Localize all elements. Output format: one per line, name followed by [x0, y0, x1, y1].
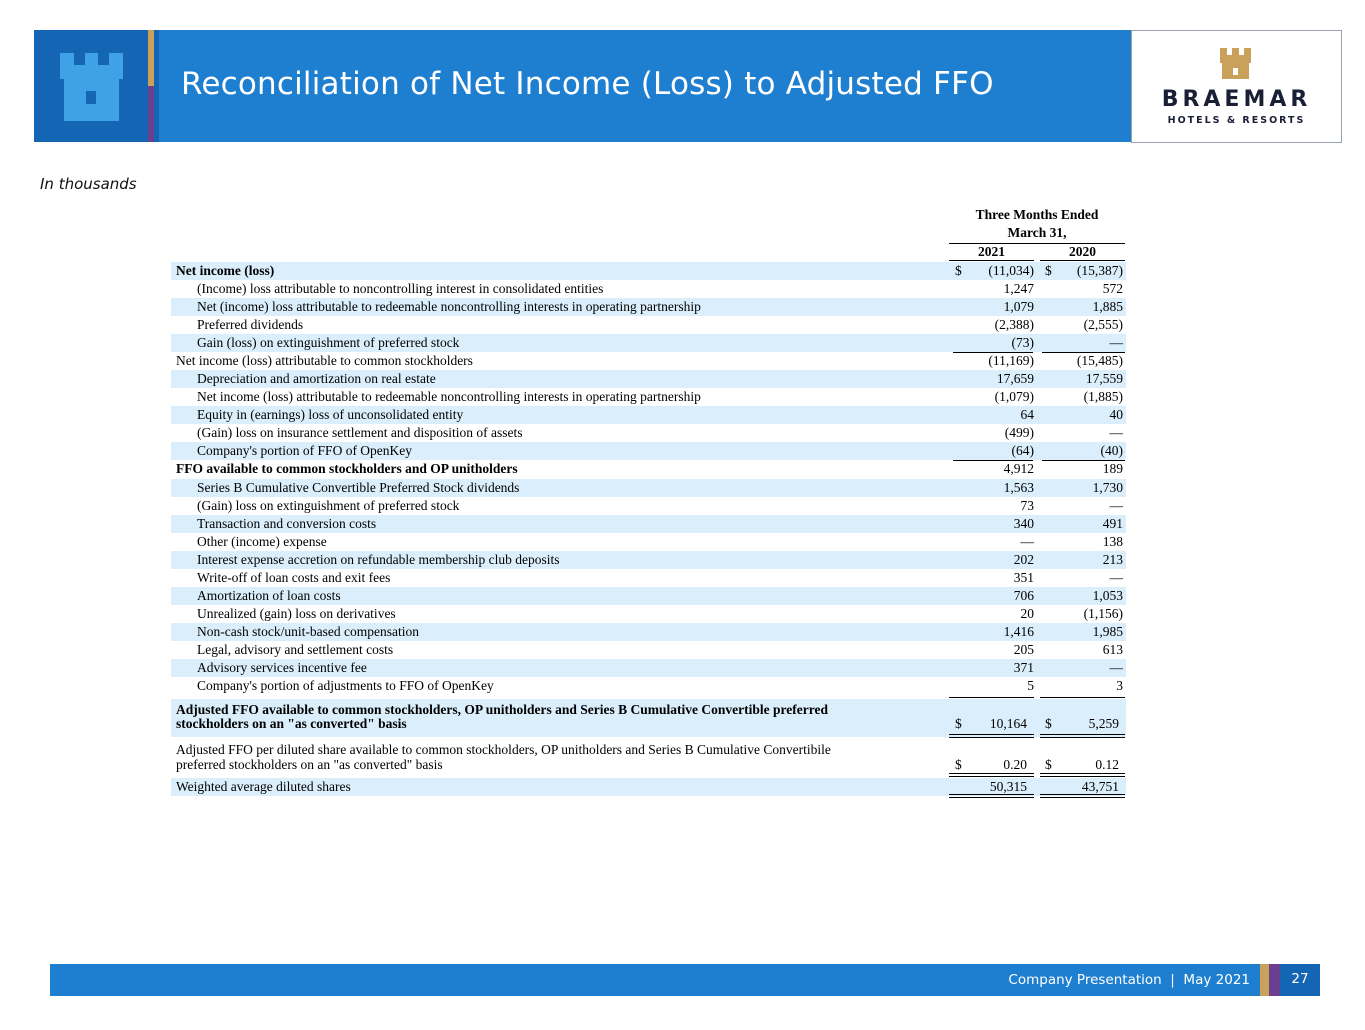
value-2020: 1,885	[1092, 299, 1123, 314]
table-row	[171, 460, 1126, 478]
value-2020: (1,885)	[1083, 389, 1123, 404]
double-rule-2021-a	[949, 734, 1034, 735]
per-share-double-2021-b	[949, 776, 1034, 777]
value-2021: 706	[1013, 588, 1034, 603]
footer-gold-stripe	[1260, 964, 1269, 996]
table-row	[171, 334, 1126, 352]
value-2021: 5	[1027, 678, 1034, 693]
value-2021: 205	[1013, 642, 1034, 657]
weighted-2020: 43,751	[1081, 779, 1119, 794]
value-2020: 213	[1102, 552, 1123, 567]
table-row	[171, 515, 1126, 533]
double-rule-2020-b	[1040, 737, 1125, 738]
dollar-sign: $	[955, 263, 962, 278]
value-2021: 1,247	[1003, 281, 1034, 296]
table-row	[171, 605, 1126, 623]
value-2021: 1,079	[1003, 299, 1034, 314]
table-row	[171, 280, 1126, 298]
table-row	[171, 623, 1126, 641]
row-label: Series B Cumulative Convertible Preferred Stock dividends	[197, 480, 520, 495]
table-row	[171, 424, 1126, 442]
value-2021: (64)	[1011, 443, 1034, 458]
logo-name: BRAEMAR	[1161, 87, 1312, 112]
table-row	[171, 262, 1126, 280]
value-2021: 1,416	[1003, 624, 1034, 639]
row-label: FFO available to common stockholders and OP unitholders	[176, 461, 518, 476]
value-2021: 351	[1013, 570, 1034, 585]
weighted-double-2021-a	[949, 794, 1034, 795]
value-2021: 1,563	[1003, 480, 1034, 495]
value-2021: 371	[1013, 660, 1034, 675]
header-logo-panel	[34, 30, 148, 142]
page-number: 27	[1291, 971, 1309, 987]
value-2021: 202	[1013, 552, 1034, 567]
row-label: Advisory services incentive fee	[197, 660, 367, 675]
row-label: Other (income) expense	[197, 534, 327, 549]
value-2021: 20	[1020, 606, 1034, 621]
footer-text: Company Presentation | May 2021	[1008, 972, 1250, 988]
dollar-sign: $	[955, 716, 962, 731]
period-header-line2: March 31,	[1007, 225, 1067, 240]
double-rule-2021-b	[949, 737, 1034, 738]
double-rule-2020-a	[1040, 734, 1125, 735]
braemar-logo	[1131, 30, 1342, 143]
row-label: Equity in (earnings) loss of unconsolidated entity	[197, 407, 464, 422]
table-row	[171, 479, 1126, 497]
value-2021: 64	[1020, 407, 1034, 422]
row-label: Amortization of loan costs	[197, 588, 341, 603]
per-share-2021: 0.20	[1003, 757, 1027, 772]
value-2020: 138	[1102, 534, 1123, 549]
value-2021: (73)	[1011, 335, 1034, 350]
adjusted-ffo-label-line2: stockholders on an "as converted" basis	[176, 716, 407, 731]
table-row	[171, 298, 1126, 316]
adjusted-ffo-label-line1: Adjusted FFO available to common stockholders, OP unitholders and Series B Cumulative Convertible preferred	[176, 702, 828, 717]
castle-icon	[34, 30, 148, 142]
row-label: Depreciation and amortization on real estate	[197, 371, 436, 386]
row-label: Write-off of loan costs and exit fees	[197, 570, 391, 585]
adjusted-rule-2020	[1040, 697, 1125, 698]
table-row	[171, 370, 1126, 388]
value-2020: 1,985	[1092, 624, 1123, 639]
value-2020: 40	[1109, 407, 1123, 422]
row-label: Net income (loss)	[176, 263, 275, 278]
row-label: (Income) loss attributable to noncontrolling interest in consolidated entities	[197, 281, 604, 296]
weighted-double-2020-b	[1040, 797, 1125, 798]
value-2021: (11,169)	[988, 353, 1034, 368]
value-2020: (15,485)	[1076, 353, 1123, 368]
table-row	[171, 533, 1126, 551]
value-2020: 491	[1102, 516, 1123, 531]
weighted-2021: 50,315	[989, 779, 1027, 794]
value-2020: —	[1109, 498, 1123, 513]
value-2020: 572	[1102, 281, 1123, 296]
dollar-sign: $	[1045, 263, 1052, 278]
castle-logo-icon	[1218, 47, 1254, 79]
table-row	[171, 497, 1126, 515]
table-row	[171, 442, 1126, 460]
row-label: Interest expense accretion on refundable membership club deposits	[197, 552, 560, 567]
table-row	[171, 316, 1126, 334]
footer-purple-stripe	[1269, 964, 1280, 996]
row-label: Net (income) loss attributable to redeemable noncontrolling interests in operating partnership	[197, 299, 701, 314]
row-label: Preferred dividends	[197, 317, 304, 332]
value-2021: (11,034)	[988, 263, 1034, 278]
row-label: Gain (loss) on extinguishment of preferred stock	[197, 335, 460, 350]
value-2020: (40)	[1100, 443, 1123, 458]
period-header-line1: Three Months Ended	[975, 207, 1099, 222]
value-2020: —	[1109, 570, 1123, 585]
table-row	[171, 677, 1126, 695]
value-2021: 340	[1013, 516, 1034, 531]
units-note: In thousands	[40, 175, 137, 193]
per-share-double-2020-a	[1040, 773, 1125, 774]
row-label: Non-cash stock/unit-based compensation	[197, 624, 419, 639]
table-row	[171, 388, 1126, 406]
value-2021: 17,659	[996, 371, 1034, 386]
value-2021: 4,912	[1003, 461, 1034, 476]
dollar-sign: $	[1045, 757, 1052, 772]
adjusted-ffo-row	[171, 699, 1126, 737]
dollar-sign: $	[955, 757, 962, 772]
row-label: Net income (loss) attributable to redeemable noncontrolling interests in operating partnership	[197, 389, 701, 404]
value-2020: —	[1109, 425, 1123, 440]
value-2020: 1,730	[1092, 480, 1123, 495]
adjusted-ffo-2020: 5,259	[1088, 716, 1119, 731]
per-share-label-line1: Adjusted FFO per diluted share available to common stockholders, OP unitholders and Series B Cumulative Convertibile	[176, 742, 831, 757]
per-share-double-2020-b	[1040, 776, 1125, 777]
column-header-2021: 2021	[978, 244, 1005, 259]
table-row	[171, 406, 1126, 424]
value-2020: (15,387)	[1076, 263, 1123, 278]
col-rule-2020	[1040, 260, 1125, 261]
value-2020: (1,156)	[1083, 606, 1123, 621]
row-label: (Gain) loss on insurance settlement and disposition of assets	[197, 425, 523, 440]
row-label: (Gain) loss on extinguishment of preferred stock	[197, 498, 460, 513]
value-2021: (1,079)	[994, 389, 1034, 404]
adjusted-ffo-2021: 10,164	[989, 716, 1027, 731]
table-row	[171, 659, 1126, 677]
row-label: Company's portion of adjustments to FFO of OpenKey	[197, 678, 494, 693]
value-2021: (499)	[1004, 425, 1034, 440]
row-label: Legal, advisory and settlement costs	[197, 642, 394, 657]
value-2020: —	[1109, 335, 1123, 350]
per-share-row	[171, 740, 1126, 776]
table-row	[171, 569, 1126, 587]
per-share-2020: 0.12	[1095, 757, 1119, 772]
value-2020: 1,053	[1092, 588, 1123, 603]
table-row	[171, 551, 1126, 569]
value-2020: 3	[1116, 678, 1123, 693]
value-2020: —	[1109, 660, 1123, 675]
col-rule-2021	[949, 260, 1034, 261]
value-2020: (2,555)	[1083, 317, 1123, 332]
column-header-2020: 2020	[1069, 244, 1096, 259]
table-row	[171, 641, 1126, 659]
per-share-label-line2: preferred stockholders on an "as converted" basis	[176, 757, 443, 772]
weighted-double-2020-a	[1040, 794, 1125, 795]
per-share-double-2021-a	[949, 773, 1034, 774]
row-label: Unrealized (gain) loss on derivatives	[197, 606, 396, 621]
value-2020: 189	[1102, 461, 1123, 476]
row-label: Net income (loss) attributable to common stockholders	[176, 353, 473, 368]
value-2021: —	[1020, 534, 1034, 549]
dollar-sign: $	[1045, 716, 1052, 731]
value-2021: 73	[1020, 498, 1034, 513]
page-title: Reconciliation of Net Income (Loss) to Adjusted FFO	[181, 66, 994, 102]
table-row	[171, 587, 1126, 605]
adjusted-rule-2021	[949, 697, 1034, 698]
value-2021: (2,388)	[994, 317, 1034, 332]
logo-subtitle: HOTELS & RESORTS	[1167, 115, 1306, 126]
row-label: Transaction and conversion costs	[197, 516, 377, 531]
table-row	[171, 352, 1126, 370]
row-label: Company's portion of FFO of OpenKey	[197, 443, 413, 458]
weighted-double-2021-b	[949, 797, 1034, 798]
value-2020: 17,559	[1085, 371, 1123, 386]
value-2020: 613	[1102, 642, 1123, 657]
weighted-label: Weighted average diluted shares	[176, 779, 351, 794]
